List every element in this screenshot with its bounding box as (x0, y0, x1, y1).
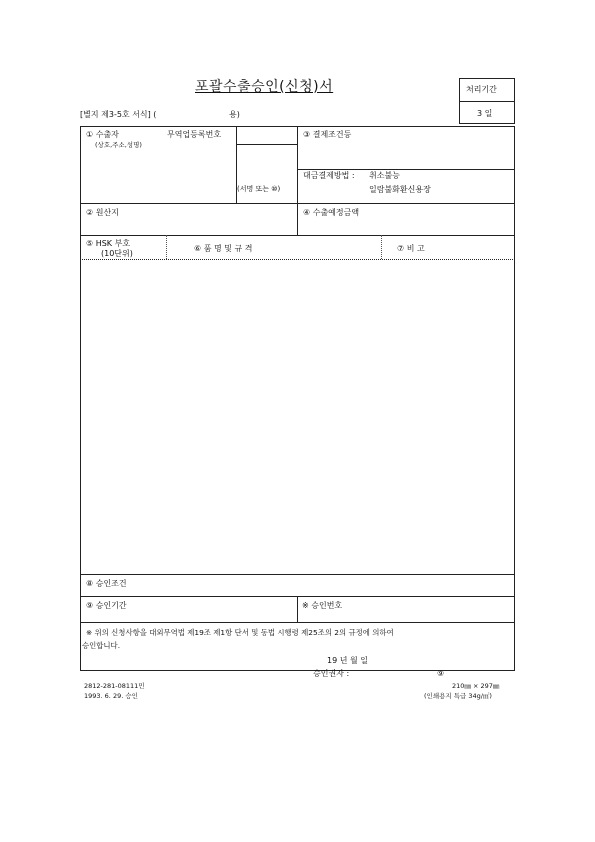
remarks-label: ⑦ 비 고 (397, 244, 425, 253)
exporter-sublabel: (상호,주소,성명) (95, 141, 142, 149)
origin-label: ② 원산지 (86, 208, 119, 217)
items-table-body[interactable] (81, 260, 514, 574)
form-code: 2812-281-08111민 (84, 682, 145, 690)
processing-period-value: 3 일 (477, 109, 493, 118)
paper-spec: (인쇄용지 특급 34g/㎡) (424, 692, 492, 700)
notice-date: 19 년 월 일 (327, 656, 368, 665)
payment-method-option-1: 취소불능 (369, 171, 400, 180)
approval-conditions-label: ⑧ 승인조건 (86, 579, 127, 588)
item-name-label: ⑥ 품 명 및 규 격 (194, 244, 253, 253)
document-title: 포괄수출승인(신청)서 (195, 79, 334, 95)
notice-line-2: 승인합니다. (82, 641, 121, 650)
approval-period-label: ⑨ 승인기간 (86, 601, 127, 610)
form-reference-suffix: 용) (229, 110, 240, 119)
trade-registration-label: 무역업등록번호 (167, 130, 222, 139)
hsk-code-label: ⑤ HSK 부호 (86, 239, 131, 248)
seal-mark: ⑨ (437, 669, 445, 678)
form-reference: [별지 제3-5호 서식] ( (80, 110, 157, 119)
payment-terms-label: ③ 결제조건등 (303, 130, 352, 139)
exporter-label: ① 수출자 (86, 130, 119, 139)
notice-line-1: ※ 위의 신청사항을 대외무역법 제19조 제1항 단서 및 동법 시행령 제25조의 2의 규정에 의하여 (86, 628, 394, 637)
payment-method-label: 대금결제방법 : (303, 171, 355, 180)
export-amount-label: ④ 수출예정금액 (303, 208, 360, 217)
processing-period-label: 처리기간 (466, 85, 497, 94)
paper-size: 210㎜ × 297㎜ (452, 682, 500, 690)
hsk-code-sublabel: (10단위) (101, 249, 133, 258)
approval-authority-label: 승인권자 : (313, 669, 350, 678)
signature-label: (서명 또는 ⑩) (237, 185, 281, 193)
form-approval-date: 1993. 6. 29. 승인 (84, 692, 138, 700)
payment-method-option-2: 일람불화환신용장 (369, 185, 431, 194)
approval-number-label: ※ 승인번호 (302, 601, 343, 610)
